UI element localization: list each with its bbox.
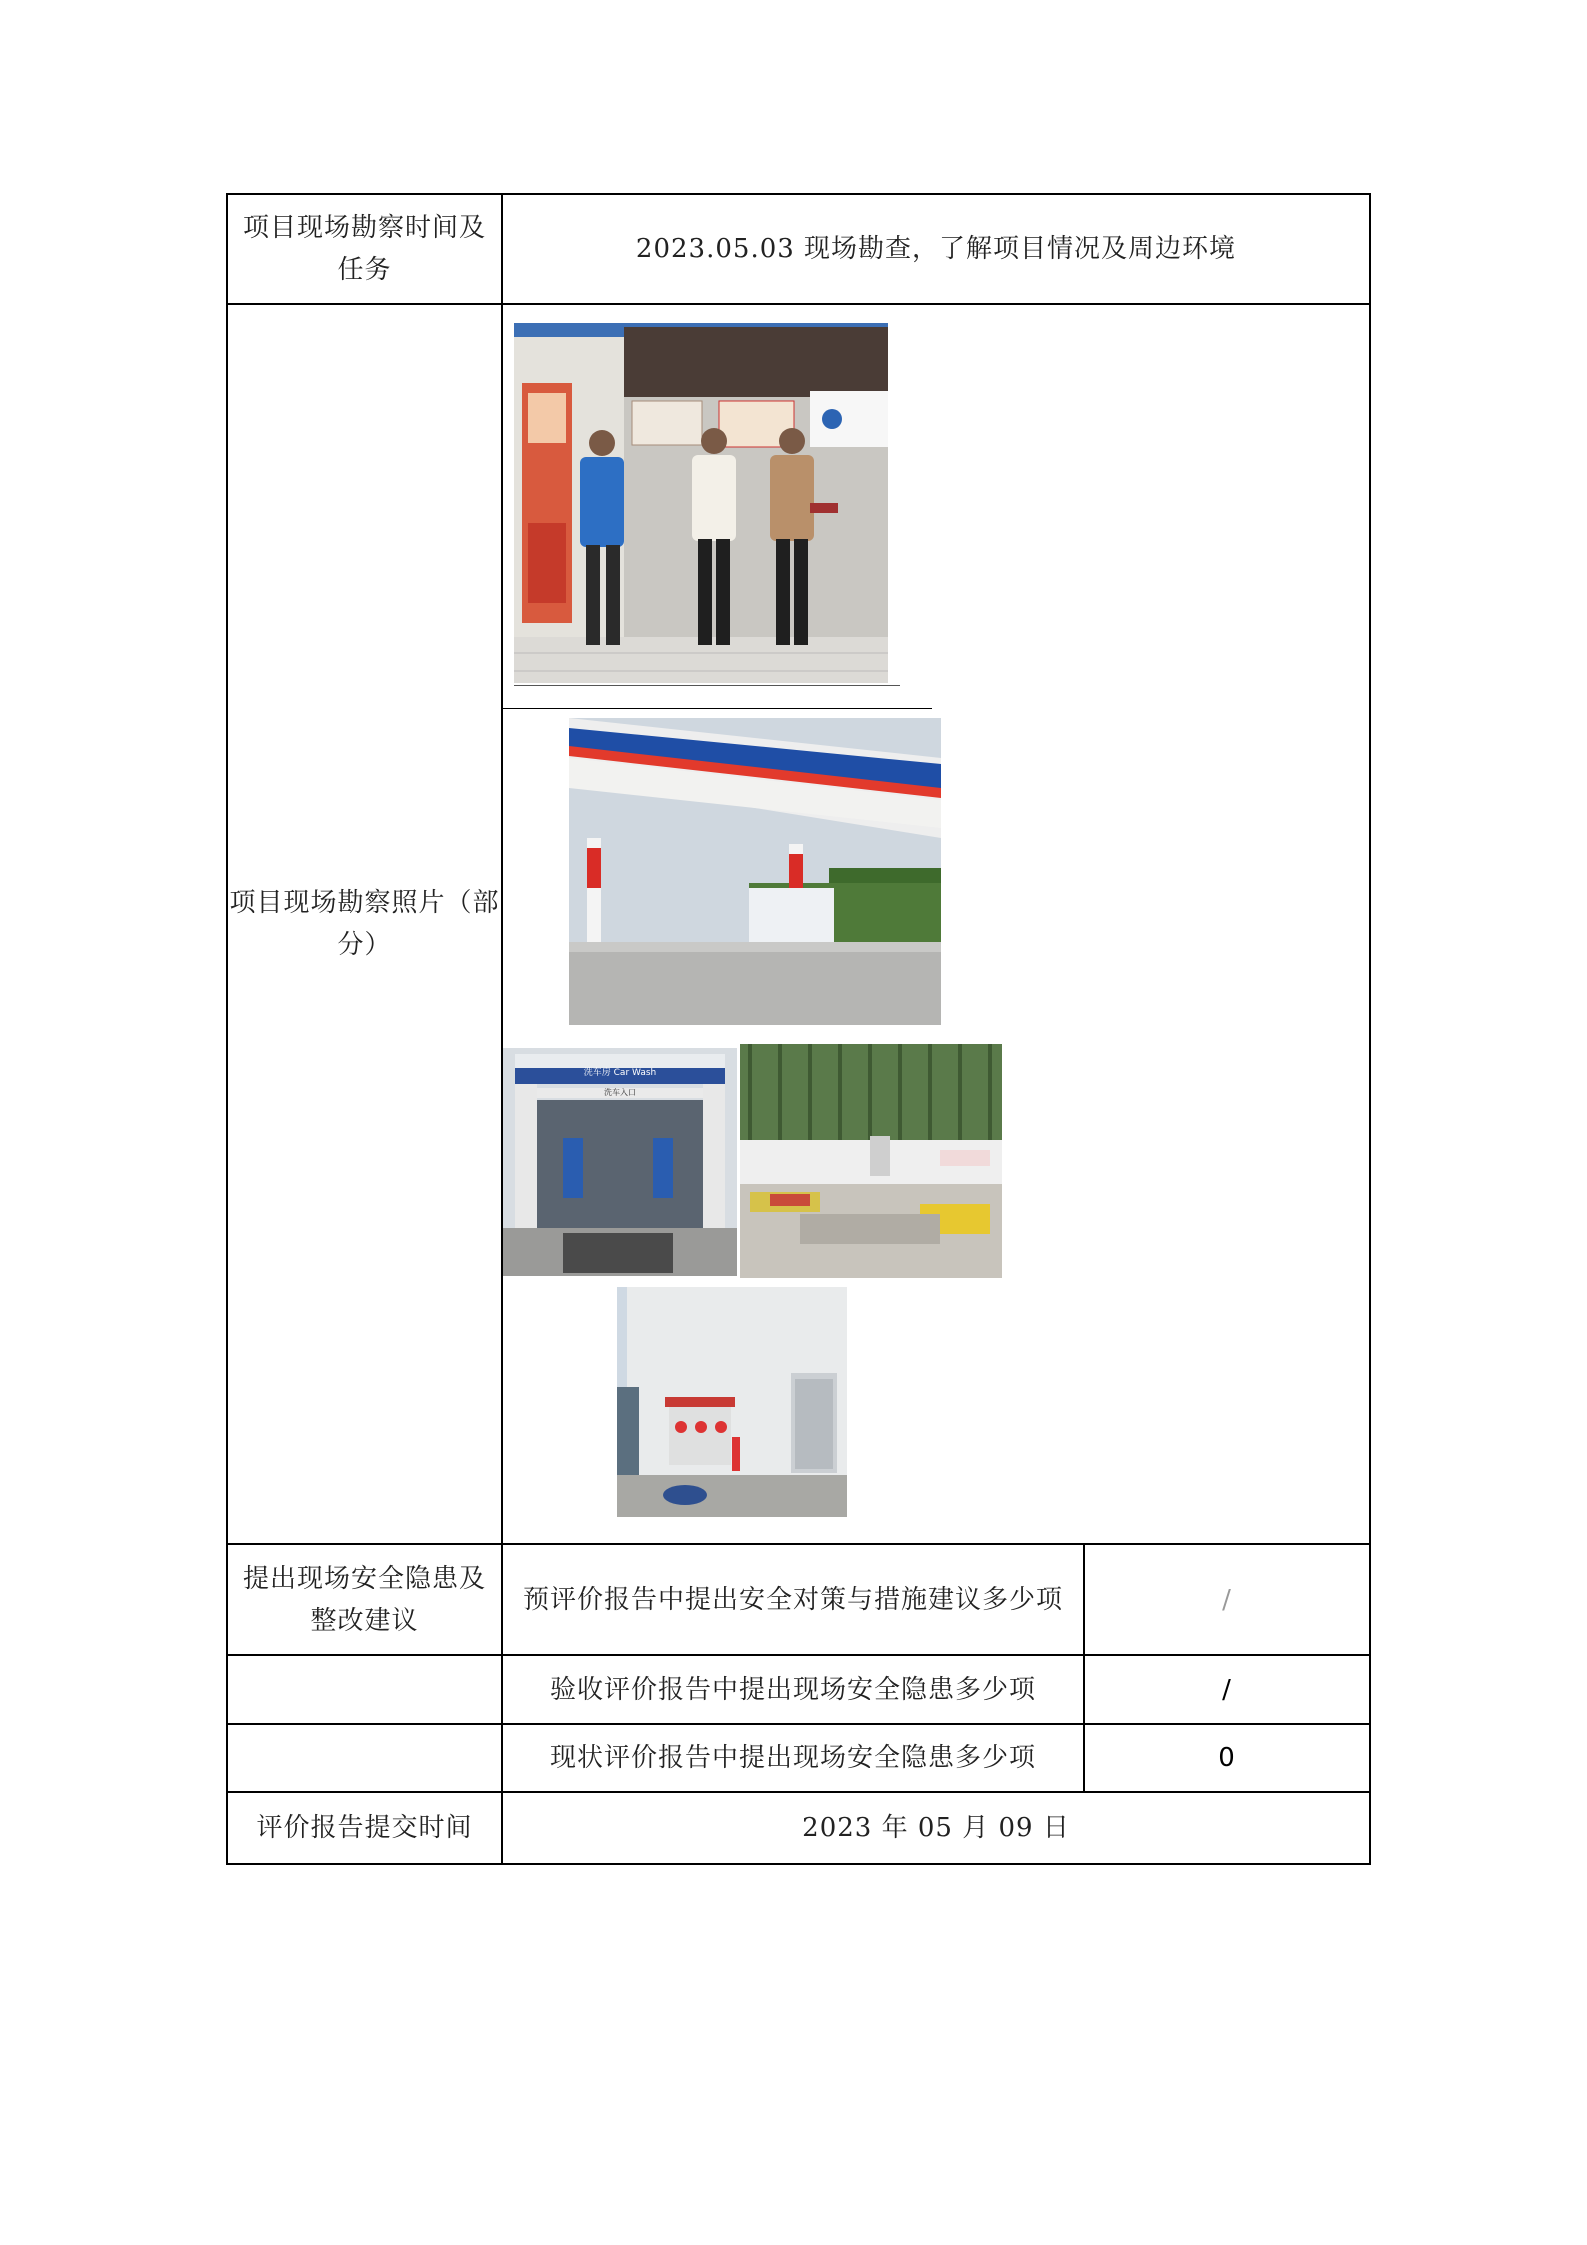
empty-label-cell [228, 1656, 501, 1723]
photo-team-at-station [514, 323, 888, 683]
survey-label [228, 195, 501, 303]
submit-label: 评价报告提交时间 [256, 1813, 473, 1843]
hazards-label [228, 1545, 501, 1654]
hazards-label-line1: 提出现场安全隐患及 [242, 1563, 486, 1594]
hazard-value-status: 0 [1218, 1743, 1236, 1773]
photo-tank-area [740, 1044, 1002, 1278]
inspection-table [226, 193, 1371, 1865]
hazard-value-pre-eval: / [1222, 1584, 1232, 1615]
carwash-sign-cn: 洗车房 [583, 1068, 611, 1078]
hazard-question-status: 现状评价报告中提出现场安全隐患多少项 [549, 1743, 1036, 1773]
table-border-right [1369, 193, 1371, 1865]
empty-label-cell [228, 1725, 501, 1791]
table-border-bottom [226, 1863, 1371, 1865]
survey-value: 2023.05.03 现场勘查，了解项目情况及周边环境 [635, 234, 1237, 264]
photo-gas-station-canopy [569, 718, 941, 1025]
survey-label-line2: 任务 [337, 255, 392, 285]
photos-label-line2: 分） [337, 930, 392, 960]
survey-label-line1: 项目现场勘察时间及 [242, 213, 486, 243]
carwash-sign [503, 1068, 737, 1078]
submit-value: 2023 年 05 月 09 日 [802, 1813, 1070, 1843]
photos-label-line1: 项目现场勘察照片（部 [229, 888, 500, 918]
hazard-question-pre-eval: 预评价报告中提出安全对策与措施建议多少项 [522, 1584, 1063, 1615]
carwash-sign-en: Car Wash [613, 1068, 657, 1078]
hazards-label-line2: 整改建议 [310, 1605, 419, 1636]
photo-car-wash [503, 1048, 737, 1276]
hazard-value-acceptance: / [1222, 1674, 1232, 1705]
hazard-question-acceptance: 验收评价报告中提出现场安全隐患多少项 [549, 1674, 1036, 1705]
photo-underline [514, 685, 900, 686]
carwash-entrance-sign: 洗车入口 [604, 1088, 636, 1097]
photo-building-fire-equipment [617, 1287, 847, 1517]
photos-label [228, 305, 501, 1543]
photo-divider [503, 708, 932, 709]
